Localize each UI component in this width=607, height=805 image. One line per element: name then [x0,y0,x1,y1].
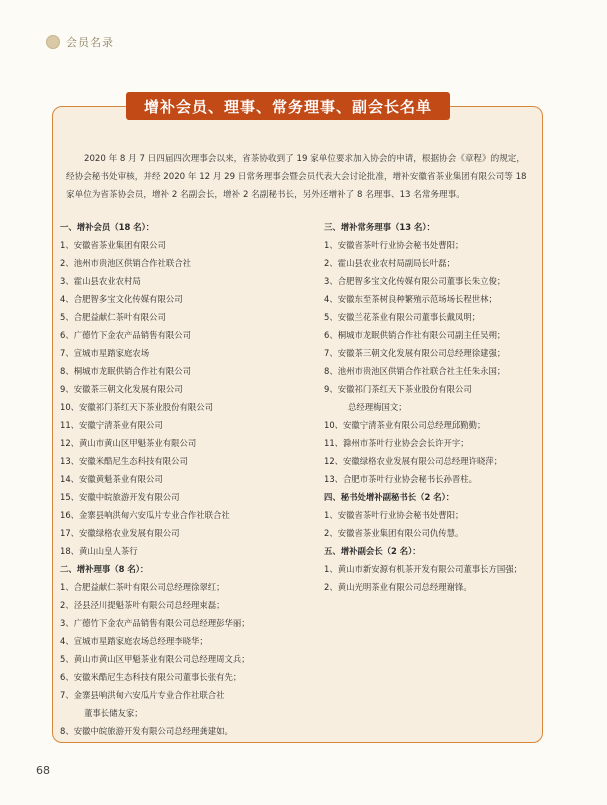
list-item: 6、安徽米酷尼生态科技有限公司董事长张有先； [60,672,242,682]
list-item: 11、滁州市茶叶行业协会会长许开宇； [324,438,469,448]
list-item: 1、黄山市新安源有机茶开发有限公司董事长方国强； [324,564,522,574]
list-item: 3、合肥智多宝文化传媒有限公司董事长朱立俊； [324,276,506,286]
section-heading: 四、秘书处增补副秘书长（2 名）： [324,492,455,502]
list-item: 10、安徽祁门茶红天下茶业股份有限公司 [60,402,214,412]
section-heading: 一、增补会员（18 名）： [60,222,155,232]
list-item: 7、安徽茶三朝文化发展有限公司总经理徐建强； [324,348,506,358]
title-banner [126,92,450,120]
right-column [324,218,540,596]
page-title: 增补会员、理事、常务理事、副会长名单 [143,97,432,116]
list-item: 11、安徽宁清茶业有限公司 [60,420,163,430]
list-item: 7、金寨县响洪甸六安瓜片专业合作社联合社 [60,690,225,700]
list-item: 9、安徽祁门茶红天下茶业股份有限公司 [324,384,472,394]
list-item: 14、安徽黄魁茶业有限公司 [60,474,163,484]
section-heading: 五、增补副会长（2 名）： [324,546,421,556]
list-item: 2、泾县泾川提魁茶叶有限公司总经理束磊； [60,600,225,610]
list-item: 17、安徽绿格农业发展有限公司 [60,528,180,538]
list-item: 1、安徽省茶业集团有限公司 [60,240,166,250]
list-item: 3、霍山县农业农村局 [60,276,141,286]
left-column [60,218,318,740]
list-item: 12、黄山市黄山区甲魁茶业有限公司 [60,438,197,448]
list-item: 4、合肥智多宝文化传媒有限公司 [60,294,183,304]
intro-paragraph: 2020 年 8 月 7 日四届四次理事会以来，省茶协收到了 19 家单位要求加入协会的申请，根据协会《章程》的规定，经协会秘书处审核，并经 2020 年 12 月 29 日常务理事会暨会员代表大会讨论批准，增补安徽省茶业集团有限公司等 18 家单位为省茶协会员，增补 2 名副会长，增补 2 名副秘书长，另外还增补了 8 名理事、13 名常务理事。 [66,154,527,200]
list-item: 13、合肥市茶叶行业协会秘书长孙晋柱。 [324,474,478,484]
list-item: 5、安徽兰花茶业有限公司董事长戴凤明； [324,312,481,322]
list-item: 6、桐城市龙眠供销合作社有限公司副主任吴朔； [324,330,506,340]
section-header [46,34,114,50]
section-heading: 三、增补常务理事（13 名）： [324,222,435,232]
list-item: 12、安徽绿格农业发展有限公司总经理许晓萍； [324,456,503,466]
list-item: 2、霍山县农业农村局副局长叶磊； [324,258,455,268]
list-item: 8、池州市贵池区供销合作社联合社主任朱永国； [324,366,506,376]
section-label: 会员名录 [66,36,114,49]
list-item: 8、安徽中皖旅游开发有限公司总经理龚建如。 [60,726,233,736]
list-item: 18、黄山山皇人茶行 [60,546,138,556]
list-item: 1、安徽省茶叶行业协会秘书处曹阳； [324,240,464,250]
list-item: 15、安徽中皖旅游开发有限公司 [60,492,180,502]
list-item: 4、安徽东至茶树良种繁殖示范场场长程世林； [324,294,497,304]
list-item: 1、合肥益献仁茶叶有限公司总经理徐翠红； [60,582,225,592]
list-item: 16、金寨县响洪甸六安瓜片专业合作社联合社 [60,510,230,520]
page-number: 68 [36,764,50,777]
list-item: 9、安徽茶三朝文化发展有限公司 [60,384,183,394]
list-item: 5、黄山市黄山区甲魁茶业有限公司总经理周文兵； [60,654,250,664]
section-bullet-icon [46,35,60,49]
section-heading: 二、增补理事（8 名）： [60,564,149,574]
list-item: 1、安徽省茶叶行业协会秘书处曹阳； [324,510,464,520]
list-item: 7、宣城市星踏家庭农场 [60,348,150,358]
list-item: 总经理梅国文； [348,402,407,412]
list-item: 8、桐城市龙眠供销合作社有限公司 [60,366,191,376]
list-item: 10、安徽宁清茶业有限公司总经理邱勤勤； [324,420,486,430]
list-item: 2、黄山光明茶业有限公司总经理谢锋。 [324,582,472,592]
list-item: 13、安徽米酷尼生态科技有限公司 [60,456,188,466]
list-item: 3、广德竹下金农产品销售有限公司总经理彭华丽； [60,618,250,628]
list-item: 4、宣城市星踏家庭农场总经理李晓华； [60,636,208,646]
list-item: 董事长储友家； [84,708,143,718]
list-item: 2、安徽省茶业集团有限公司仇传慧。 [324,528,464,538]
list-item: 2、池州市贵池区供销合作社联合社 [60,258,191,268]
list-item: 5、合肥益献仁茶叶有限公司 [60,312,166,322]
list-item: 6、广德竹下金农产品销售有限公司 [60,330,191,340]
